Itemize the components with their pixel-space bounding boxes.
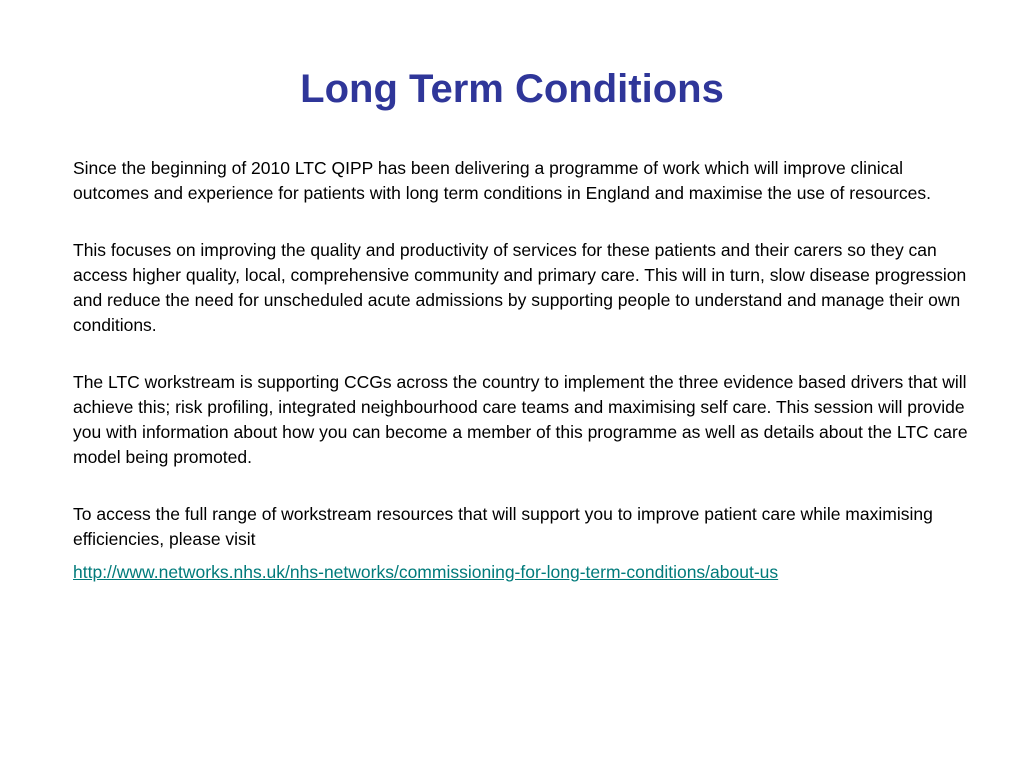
resources-link[interactable]: http://www.networks.nhs.uk/nhs-networks/commissioning-for-long-term-conditions/about-us bbox=[73, 562, 779, 582]
slide-title: Long Term Conditions bbox=[300, 67, 724, 111]
paragraph-workstream: The LTC workstream is supporting CCGs across the country to implement the three evidence based drivers that will achieve this; risk profiling, integrated neighbourhood care teams and maximising self care. This session will provide you with information about how you can become a member of this programme as well as details about the LTC care model being promoted. bbox=[73, 372, 968, 467]
paragraph-focus: This focuses on improving the quality and productivity of services for these patients and their carers so they can access higher quality, local, comprehensive community and primary care. This will in turn, slow disease progression and reduce the need for unscheduled acute admissions by supporting people to understand and manage their own conditions. bbox=[73, 240, 967, 335]
slide-body bbox=[73, 156, 973, 585]
paragraph-intro: Since the beginning of 2010 LTC QIPP has been delivering a programme of work which will improve clinical outcomes and experience for patients with long term conditions in England and maximise the use of resources. bbox=[73, 158, 931, 203]
paragraph-access: To access the full range of workstream resources that will support you to improve patient care while maximising efficiencies, please visit bbox=[73, 504, 933, 549]
